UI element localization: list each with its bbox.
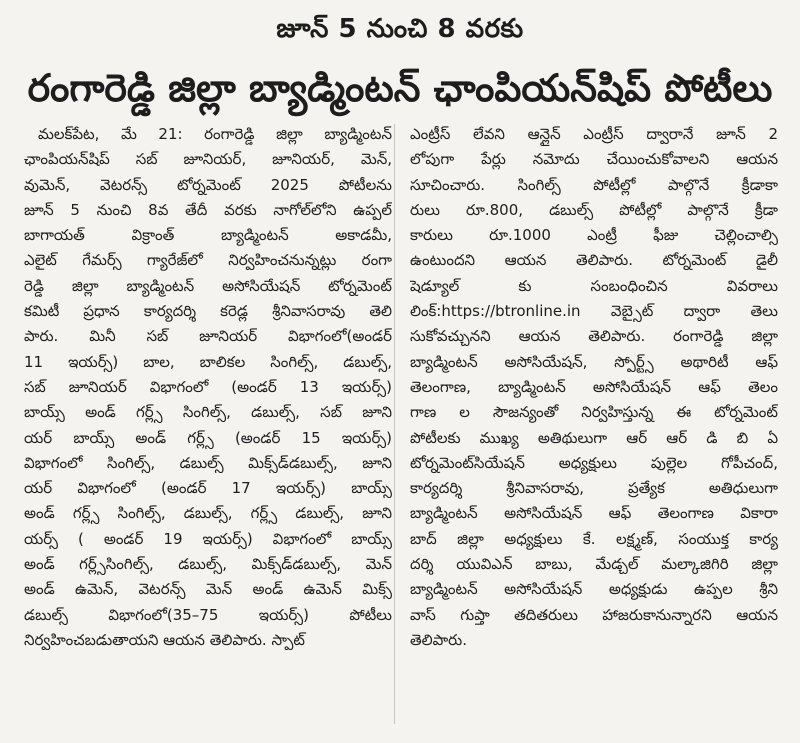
article-text-line: బాద్ జిల్లా అధ్యక్షులు కే. లక్ష్మణ్, సంయుక్త కార్య [410, 529, 778, 548]
article-text-line: రులు రూ.800, డబుల్స్ పోటీల్లో పాల్గొనే క్రీడా [410, 200, 778, 219]
article-text-line: యర్స్ ( అండర్ 19 ఇయర్స్) విభాగంలో బాయ్స్ [24, 529, 392, 548]
article-text-line: షెడ్యూల్ కు సంబంధించిన వివరాలు [410, 276, 778, 295]
article-text-line: సుకోవచ్చునని ఆయన తెలిపారు. రంగారెడ్డి జిల్లా [410, 327, 778, 346]
article-text-line: బాగాయత్ విక్రాంత్ బ్యాడ్మింటన్ అకాడమీ, [24, 226, 392, 245]
article-text-line: పోటీలకు ముఖ్య అతిథులుగా ఆర్ ఆర్ డి బి ఏ [410, 428, 778, 447]
article-text-line: నిర్వహించబడుతాయని ఆయన తెలిపారు. స్పాట్ [24, 630, 305, 649]
article-text-line: మలక్‌పేట, మే 21: రంగారెడ్డి జిల్లా బ్యాడ్మింటన్ [38, 125, 392, 143]
article-text-line: తెలంగాణ, బ్యాడ్మింటన్ అసోసియేషన్ ఆఫ్ తెలం [410, 377, 778, 396]
article-subheadline: జూన్ 5 నుంచి 8 వరకు [276, 14, 524, 44]
article-right-column [410, 122, 778, 653]
article-text-line: పారు. మినీ సబ్ జూనియర్ విభాగంలో(అండర్ [24, 327, 392, 346]
article-text-line: సూచించారు. సింగిల్స్ పోటీల్లో పాల్గొనే క్రీడాకా [410, 175, 778, 194]
article-text-line: దర్శి యువిఎన్ బాబు, మేడ్చల్ మల్కాజిగిరి జిల్లా [410, 555, 778, 574]
article-text-line: బాయ్స్ అండ్ గర్ల్స్ సింగిల్స్, డబుల్స్, సబ్ జూని [24, 403, 392, 422]
article-text-line: 11 ఇయర్స్) బాల, బాలికల సింగిల్స్, డబుల్స్, [24, 352, 392, 371]
article-text-line: యర్ బాయ్స్ అండ్ గర్ల్స్ (అండర్ 15 ఇయర్స్) [24, 428, 392, 447]
article-text-line: సబ్ జూనియర్ విభాగంలో (అండర్ 13 ఇయర్స్) [24, 377, 392, 396]
article-text-line: వాస్ గుప్తా తదితరులు హాజరుకానున్నారని ఆయన [410, 605, 778, 624]
article-text-line: కార్యదర్శి శ్రీనివాసరావు, ప్రత్యేక అతిధులుగా [410, 479, 778, 498]
column-divider [394, 124, 395, 724]
article-text-line: ఛాంపియన్‌షిప్ సబ్ జూనియర్, జూనియర్, మెన్, [24, 150, 392, 169]
article-text-line: ఎలైట్ గేమర్స్ గ్యారేజ్‌లో నిర్వహించనున్నట్లు రంగా [24, 251, 392, 270]
article-text-line: బ్యాడ్మింటన్ అసోసియేషన్, స్పోర్ట్స్ అథారిటీ ఆఫ్ [410, 352, 778, 371]
article-text-line: జూన్ 5 నుంచి 8వ తేదీ వరకు నాగోల్‌లోని ఉప్పల్ [24, 200, 392, 219]
article-text-line: డబుల్స్ విభాగంలో(35–75 ఇయర్స్) పోటీలు [24, 605, 392, 624]
article-text-line: యర్ విభాగంలో (అండర్ 17 ఇయర్స్) బాయ్స్ [24, 479, 392, 498]
article-text-line: బ్యాడ్మింటన్ అసోసియేషన్ ఆఫ్ తెలంగాణ వికారా [410, 504, 778, 523]
article-text-line: లింక్:https://btronline.in వెబ్సైట్ ద్వారా తెలు [410, 302, 778, 321]
article-text-line: విభాగంలో సింగిల్స్, డబుల్స్ మిక్స్‌డ్‌డబుల్స్, జూని [24, 453, 392, 472]
article-text-line: ఎంట్రీస్ లేవని ఆన్లైన్ ఎంట్రీస్ ద్వారానే జూన్ 2 [410, 125, 778, 143]
article-text-line: అండ్ గర్ల్స్‌సింగిల్స్, డబుల్స్, మిక్స్‌డ్‌డబుల్స్, మెన్ [24, 555, 392, 574]
article-text-line: గాణ ల సౌజన్యంతో నిర్వహిస్తున్న ఈ టోర్నమెంట్ [410, 403, 778, 422]
article-text-line: తెలిపారు. [410, 630, 467, 649]
article-text-line: బ్యాడ్మింటన్ అసోసియేషన్ అధ్యక్షుడు ఉప్పల శ్రీని [410, 580, 778, 599]
article-text-line: అండ్ ఉమెన్, వెటరన్స్ మెన్ అండ్ ఉమెన్ మిక్స్ [24, 580, 392, 599]
article-left-column [24, 122, 392, 653]
article-text-line: వుమెన్, వెటరన్స్ టోర్నమెంట్ 2025 పోటీలను [24, 175, 392, 194]
article-text-line: రెడ్డి జిల్లా బ్యాడ్మింటన్ అసోసియేషన్ టోర్నమెంట్ [24, 276, 392, 295]
article-text-line: కమిటీ ప్రధాన కార్యదర్శి కరెడ్ల శ్రీనివాసరావు తెలి [24, 302, 392, 321]
article-text-line: టోర్నమెంట్‌సియేషన్ అధ్యక్షులు పుల్లెల గోపీచంద్, [410, 453, 778, 472]
article-text-line: కారులు రూ.1000 ఎంట్రీ ఫీజు చెల్లించాల్సి [410, 226, 778, 245]
article-text-line: ఉంటుందని ఆయన తెలిపారు. టోర్నమెంట్ డైలీ [410, 251, 778, 270]
article-text-line: అండ్ గర్ల్స్ సింగిల్స్, డబుల్స్, గర్ల్స్ డబుల్స్, జూని [24, 504, 392, 523]
article-headline: రంగారెడ్డి జిల్లా బ్యాడ్మింటన్ ఛాంపియన్‌షిప్ పోటీలు [27, 66, 773, 110]
article-text-line: లోపుగా పేర్లు నమోదు చేయించుకోవాలని ఆయన [410, 150, 778, 169]
